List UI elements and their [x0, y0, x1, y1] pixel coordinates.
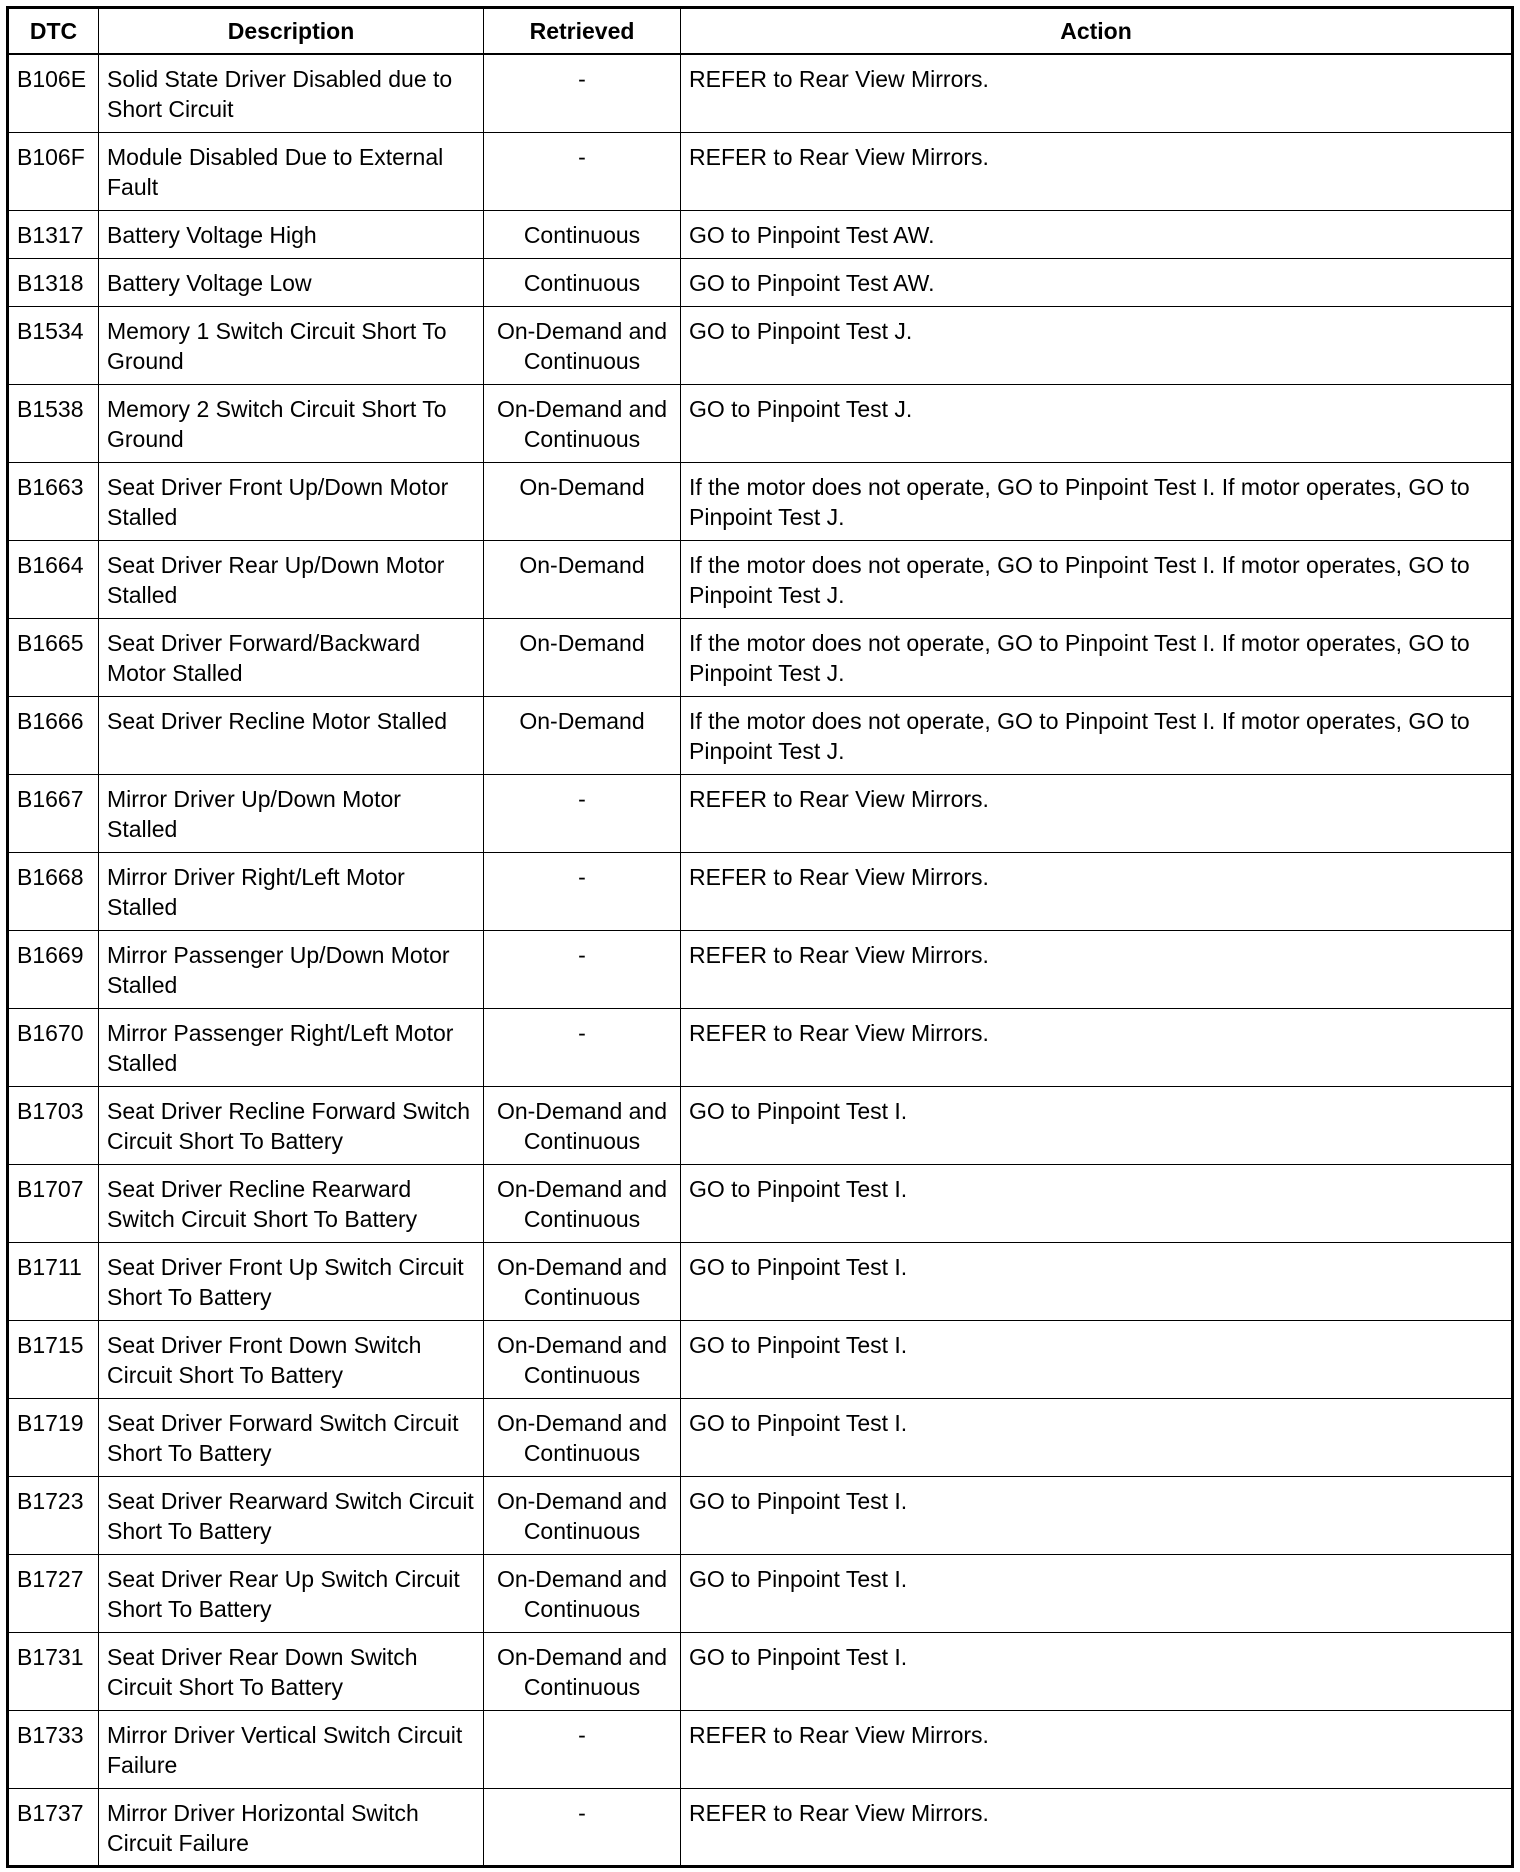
- description-cell: Solid State Driver Disabled due to Short Circuit: [99, 54, 484, 132]
- table-row: [8, 852, 1513, 930]
- action-cell: REFER to Rear View Mirrors.: [681, 852, 1513, 930]
- action-cell: GO to Pinpoint Test I.: [681, 1398, 1513, 1476]
- action-cell: GO to Pinpoint Test J.: [681, 306, 1513, 384]
- table-row: [8, 774, 1513, 852]
- action-cell: REFER to Rear View Mirrors.: [681, 774, 1513, 852]
- retrieved-cell: -: [484, 930, 681, 1008]
- description-cell: Mirror Passenger Up/Down Motor Stalled: [99, 930, 484, 1008]
- retrieved-cell: On-Demand and Continuous: [484, 1242, 681, 1320]
- action-cell: REFER to Rear View Mirrors.: [681, 930, 1513, 1008]
- action-cell: REFER to Rear View Mirrors.: [681, 132, 1513, 210]
- dtc-cell: B1664: [8, 540, 99, 618]
- description-cell: Seat Driver Rear Up/Down Motor Stalled: [99, 540, 484, 618]
- dtc-cell: B106F: [8, 132, 99, 210]
- description-cell: Seat Driver Recline Rearward Switch Circuit Short To Battery: [99, 1164, 484, 1242]
- description-cell: Memory 1 Switch Circuit Short To Ground: [99, 306, 484, 384]
- retrieved-cell: On-Demand and Continuous: [484, 384, 681, 462]
- dtc-cell: B1318: [8, 258, 99, 306]
- action-cell: GO to Pinpoint Test I.: [681, 1632, 1513, 1710]
- description-cell: Seat Driver Rear Down Switch Circuit Short To Battery: [99, 1632, 484, 1710]
- description-cell: Battery Voltage Low: [99, 258, 484, 306]
- table-row: [8, 132, 1513, 210]
- table-row: [8, 1008, 1513, 1086]
- table-row: [8, 462, 1513, 540]
- header-retrieved: Retrieved: [484, 8, 681, 55]
- action-cell: If the motor does not operate, GO to Pinpoint Test I. If motor operates, GO to Pinpoint Test J.: [681, 696, 1513, 774]
- description-cell: Seat Driver Front Up Switch Circuit Short To Battery: [99, 1242, 484, 1320]
- action-cell: GO to Pinpoint Test I.: [681, 1554, 1513, 1632]
- dtc-cell: B1727: [8, 1554, 99, 1632]
- table-row: [8, 210, 1513, 258]
- dtc-cell: B106E: [8, 54, 99, 132]
- table-row: [8, 1320, 1513, 1398]
- description-cell: Seat Driver Rearward Switch Circuit Short To Battery: [99, 1476, 484, 1554]
- retrieved-cell: On-Demand and Continuous: [484, 306, 681, 384]
- dtc-cell: B1317: [8, 210, 99, 258]
- retrieved-cell: Continuous: [484, 258, 681, 306]
- table-row: [8, 1086, 1513, 1164]
- dtc-cell: B1667: [8, 774, 99, 852]
- action-cell: GO to Pinpoint Test I.: [681, 1086, 1513, 1164]
- table-body: [8, 54, 1513, 1866]
- dtc-cell: B1669: [8, 930, 99, 1008]
- retrieved-cell: On-Demand and Continuous: [484, 1086, 681, 1164]
- dtc-cell: B1719: [8, 1398, 99, 1476]
- description-cell: Seat Driver Forward Switch Circuit Short To Battery: [99, 1398, 484, 1476]
- retrieved-cell: On-Demand and Continuous: [484, 1164, 681, 1242]
- action-cell: GO to Pinpoint Test AW.: [681, 210, 1513, 258]
- retrieved-cell: On-Demand and Continuous: [484, 1632, 681, 1710]
- action-cell: GO to Pinpoint Test AW.: [681, 258, 1513, 306]
- dtc-cell: B1703: [8, 1086, 99, 1164]
- retrieved-cell: On-Demand: [484, 540, 681, 618]
- dtc-cell: B1538: [8, 384, 99, 462]
- table-row: [8, 1632, 1513, 1710]
- table-row: [8, 1398, 1513, 1476]
- dtc-table: [6, 6, 1514, 1868]
- dtc-cell: B1733: [8, 1710, 99, 1788]
- description-cell: Seat Driver Recline Forward Switch Circuit Short To Battery: [99, 1086, 484, 1164]
- dtc-cell: B1665: [8, 618, 99, 696]
- description-cell: Seat Driver Front Up/Down Motor Stalled: [99, 462, 484, 540]
- table-row: [8, 1710, 1513, 1788]
- dtc-cell: B1666: [8, 696, 99, 774]
- dtc-cell: B1534: [8, 306, 99, 384]
- action-cell: REFER to Rear View Mirrors.: [681, 1788, 1513, 1866]
- table-row: [8, 384, 1513, 462]
- description-cell: Seat Driver Forward/Backward Motor Stalled: [99, 618, 484, 696]
- retrieved-cell: On-Demand and Continuous: [484, 1554, 681, 1632]
- dtc-cell: B1737: [8, 1788, 99, 1866]
- action-cell: GO to Pinpoint Test I.: [681, 1476, 1513, 1554]
- description-cell: Seat Driver Front Down Switch Circuit Short To Battery: [99, 1320, 484, 1398]
- retrieved-cell: On-Demand and Continuous: [484, 1398, 681, 1476]
- table-row: [8, 696, 1513, 774]
- table-row: [8, 540, 1513, 618]
- header-dtc: DTC: [8, 8, 99, 55]
- action-cell: If the motor does not operate, GO to Pinpoint Test I. If motor operates, GO to Pinpoint Test J.: [681, 462, 1513, 540]
- description-cell: Module Disabled Due to External Fault: [99, 132, 484, 210]
- description-cell: Seat Driver Rear Up Switch Circuit Short To Battery: [99, 1554, 484, 1632]
- description-cell: Mirror Driver Right/Left Motor Stalled: [99, 852, 484, 930]
- action-cell: If the motor does not operate, GO to Pinpoint Test I. If motor operates, GO to Pinpoint Test J.: [681, 540, 1513, 618]
- action-cell: GO to Pinpoint Test I.: [681, 1164, 1513, 1242]
- retrieved-cell: -: [484, 54, 681, 132]
- table-row: [8, 1788, 1513, 1866]
- table-row: [8, 1242, 1513, 1320]
- table-row: [8, 930, 1513, 1008]
- table-row: [8, 306, 1513, 384]
- header-action: Action: [681, 8, 1513, 55]
- dtc-cell: B1670: [8, 1008, 99, 1086]
- action-cell: GO to Pinpoint Test I.: [681, 1242, 1513, 1320]
- action-cell: GO to Pinpoint Test I.: [681, 1320, 1513, 1398]
- retrieved-cell: On-Demand: [484, 696, 681, 774]
- table-row: [8, 1476, 1513, 1554]
- description-cell: Mirror Driver Up/Down Motor Stalled: [99, 774, 484, 852]
- action-cell: REFER to Rear View Mirrors.: [681, 1710, 1513, 1788]
- description-cell: Battery Voltage High: [99, 210, 484, 258]
- dtc-cell: B1668: [8, 852, 99, 930]
- header-row: [8, 8, 1513, 55]
- action-cell: REFER to Rear View Mirrors.: [681, 1008, 1513, 1086]
- retrieved-cell: On-Demand: [484, 462, 681, 540]
- description-cell: Memory 2 Switch Circuit Short To Ground: [99, 384, 484, 462]
- retrieved-cell: On-Demand: [484, 618, 681, 696]
- table-row: [8, 618, 1513, 696]
- table-row: [8, 258, 1513, 306]
- header-description: Description: [99, 8, 484, 55]
- dtc-cell: B1723: [8, 1476, 99, 1554]
- description-cell: Mirror Driver Vertical Switch Circuit Failure: [99, 1710, 484, 1788]
- retrieved-cell: -: [484, 132, 681, 210]
- action-cell: If the motor does not operate, GO to Pinpoint Test I. If motor operates, GO to Pinpoint Test J.: [681, 618, 1513, 696]
- dtc-cell: B1711: [8, 1242, 99, 1320]
- description-cell: Mirror Passenger Right/Left Motor Stalled: [99, 1008, 484, 1086]
- dtc-table-container: [6, 6, 1511, 1868]
- retrieved-cell: Continuous: [484, 210, 681, 258]
- table-row: [8, 1164, 1513, 1242]
- description-cell: Mirror Driver Horizontal Switch Circuit Failure: [99, 1788, 484, 1866]
- retrieved-cell: -: [484, 1008, 681, 1086]
- retrieved-cell: -: [484, 774, 681, 852]
- retrieved-cell: -: [484, 852, 681, 930]
- retrieved-cell: On-Demand and Continuous: [484, 1476, 681, 1554]
- dtc-cell: B1707: [8, 1164, 99, 1242]
- retrieved-cell: -: [484, 1788, 681, 1866]
- retrieved-cell: On-Demand and Continuous: [484, 1320, 681, 1398]
- dtc-cell: B1663: [8, 462, 99, 540]
- description-cell: Seat Driver Recline Motor Stalled: [99, 696, 484, 774]
- retrieved-cell: -: [484, 1710, 681, 1788]
- dtc-cell: B1731: [8, 1632, 99, 1710]
- action-cell: GO to Pinpoint Test J.: [681, 384, 1513, 462]
- table-row: [8, 1554, 1513, 1632]
- action-cell: REFER to Rear View Mirrors.: [681, 54, 1513, 132]
- dtc-cell: B1715: [8, 1320, 99, 1398]
- table-row: [8, 54, 1513, 132]
